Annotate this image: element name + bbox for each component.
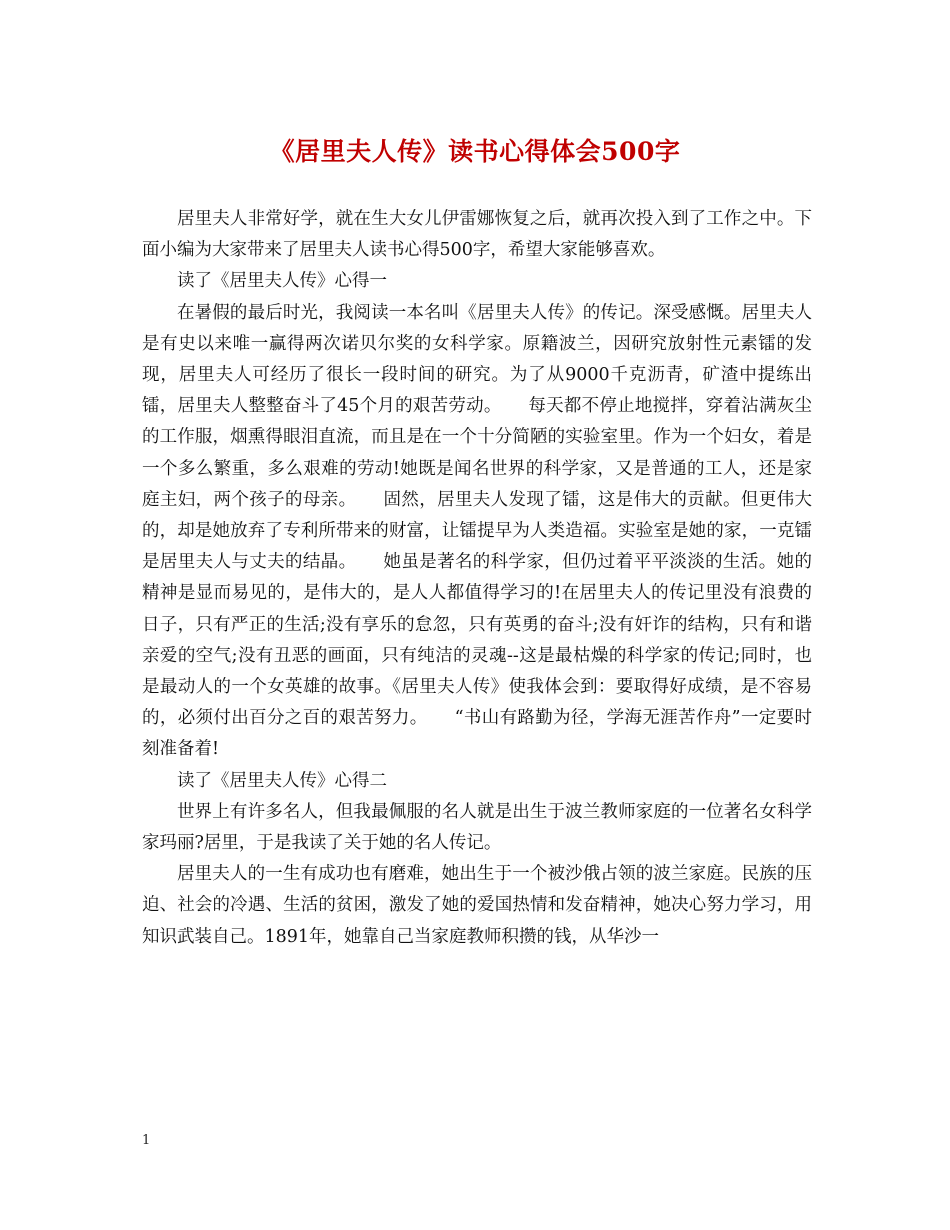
document-title: 《居里夫人传》读书心得体会500字 xyxy=(269,137,681,166)
section-two-paragraph-one: 世界上有许多名人，但我最佩服的名人就是出生于波兰教师家庭的一位著名女科学家玛丽?居里，于是我读了关于她的名人传记。 xyxy=(142,801,812,854)
section-one-paragraph: 在暑假的最后时光，我阅读一本名叫《居里夫人传》的传记。深受感慨。居里夫人是有史以来唯一赢得两次诺贝尔奖的女科学家。原籍波兰，因研究放射性元素镭的发现，居里夫人可经历了很长一段时间的研究。为了从9000千克沥青，矿渣中提练出镭，居里夫人整整奋斗了45个月的艰苦劳动。 每天都不停止地搅拌，穿着沾满灰尘的工作服，烟熏得眼泪直流，而且是在一个十分简陋的实验室里。作为一个妇女，着是一个多么繁重，多么艰难的劳动!她既是闻名世界的科学家，又是普通的工人，还是家庭主妇，两个孩子的母亲。 固然，居里夫人发现了镭，这是伟大的贡献。但更伟大的，却是她放弃了专利所带来的财富，让镭提早为人类造福。实验室是她的家，一克镭是居里夫人与丈夫的结晶。 她虽是著名的科学家，但仍过着平平淡淡的生活。她的精神是显而易见的，是伟大的，是人人都值得学习的!在居里夫人的传记里没有浪费的日子，只有严正的生活;没有享乐的怠忽，只有英勇的奋斗;没有奸诈的结构，只有和谐亲爱的空气;没有丑恶的画面，只有纯洁的灵魂--这是最枯燥的科学家的传记;同时，也是最动人的一个女英雄的故事。《居里夫人传》使我体会到：要取得好成绩，是不容易的，必须付出百分之百的艰苦努力。 “书山有路勤为径，学海无涯苦作舟”一定要时刻准备着! xyxy=(142,302,812,760)
section-heading-one: 读了《居里夫人传》心得一 xyxy=(177,271,387,292)
intro-paragraph: 居里夫人非常好学，就在生大女儿伊雷娜恢复之后，就再次投入到了工作之中。下面小编为大家带来了居里夫人读书心得500字，希望大家能够喜欢。 xyxy=(142,209,812,261)
document-body xyxy=(142,204,812,953)
page-number: 1 xyxy=(142,1133,151,1148)
section-two-paragraph-two: 居里夫人的一生有成功也有磨难，她出生于一个被沙俄占领的波兰家庭。民族的压迫、社会的冷遇、生活的贫困，激发了她的爱国热情和发奋精神，她决心努力学习，用知识武装自己。1891年，她靠自己当家庭教师积攒的钱，从华沙一 xyxy=(142,864,812,947)
section-heading-two: 读了《居里夫人传》心得二 xyxy=(177,770,387,791)
